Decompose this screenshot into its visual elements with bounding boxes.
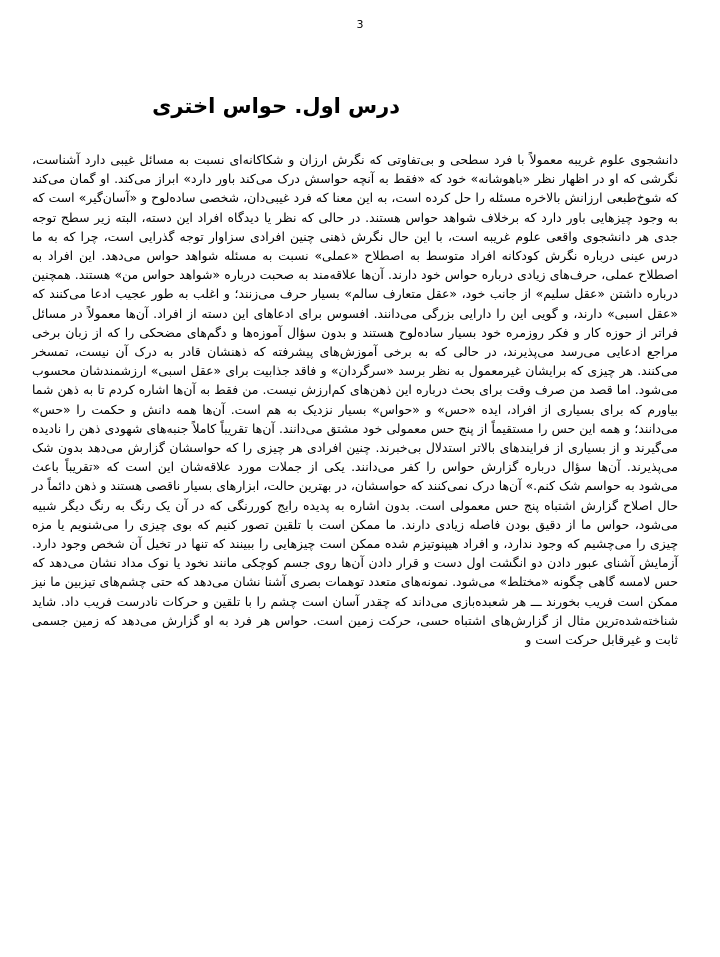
page-number: 3	[356, 18, 364, 31]
body-paragraph: دانشجوی علوم غریبه معمولاً با فرد سطحی و بی‌تفاوتی که نگرش ارزان و شکاکانه‌ای نسبت به مسائل غیبی دارد آشناست، نگرشی که او در اظهار نظر «باهوشانه» خود که «فقط به آنچه حواسش درک می‌کند باور دارد» ابراز می‌کند. او گمان می‌کند که شوخ‌طبعی ارزانش بالاخره مسئله را حل کرده است، به این معنا که فرد غیبی‌دان، شخصی ساده‌لوح و «آسان‌گیر» است که به وجود چیزهایی باور دارد که برخلاف شواهد حواس هستند. در حالی که نظر یا دیدگاه افراد این دسته، البته زیر سطح توجه جدی هر دانشجوی واقعی علوم غریبه است، با این حال نگرش ذهنی چنین افرادی سزاوار توجه گذرایی است، چرا که به ما درس عینی درباره نگرش کودکانه افراد متوسط به اصطلاح «عملی» نسبت به مسئله شواهد حواس می‌دهد. این افراد به اصطلاح عملی، حرف‌های زیادی درباره حواس خود دارند. آن‌ها علاقه‌مند به صحبت درباره «شواهد حواس من» هستند. همچنین درباره داشتن «عقل سلیم» از جانب خود، «عقل متعارف سالم» بسیار حرف می‌زنند؛ و اغلب به طور عجیب ادعا می‌کنند که «عقل اسبی» دارند، و گویی این را دارایی بزرگی می‌دانند. افسوس برای ادعاهای این دسته از افراد. آن‌ها معمولاً در مسائل فراتر از حوزه کار و فکر روزمره خود بسیار ساده‌لوح هستند و بدون سؤال آموزه‌ها و دگم‌های مضحکی را که از زبان برخی مراجع ادعایی می‌رسد می‌پذیرند، در حالی که به برخی آموزش‌های پیشرفته که ذهنشان قادر به درک آن نیست، تمسخر می‌کنند. هر چیزی که برایشان غیرمعمول به نظر برسد «سرگردان» و فاقد جذابیت برای «عقل اسبی» ارزشمندشان محسوب می‌شود. اما قصد من صرف وقت برای بحث درباره این ذهن‌های کم‌ارزش نیست. من فقط به آن‌ها اشاره کردم تا به ذهن شما بیاورم که برای بسیاری از افراد، ایده «حس» و «حواس» بسیار نزدیک به هم است. آن‌ها همه دانش و حکمت را «حس» می‌دانند؛ و همه این حس را مستقیماً از پنج حس معمولی خود مشتق می‌دانند. آن‌ها تقریباً کاملاً جنبه‌های شهودی ذهن را نادیده می‌گیرند و از بسیاری از فرایندهای بالاتر استدلال بی‌خبرند. چنین افرادی هر چیزی را که حواسشان گزارش می‌دهد بدون شک می‌پذیرند. آن‌ها سؤال درباره گزارش حواس را کفر می‌دانند. یکی از جملات مورد علاقه‌شان این است که «تقریباً باعث می‌شود به حواسم شک کنم.» آن‌ها درک نمی‌کنند که حواسشان، در بهترین حالت، ابزارهای بسیار ناقصی هستند و ذهن دائماً در حال اصلاح گزارش اشتباه پنج حس معمولی است. بدون اشاره به پدیده رایج کوررنگی که در آن یک رنگ به رنگ دیگر شبیه می‌شود، حواس ما از دقیق بودن فاصله زیادی دارند. ما ممکن است با تلقین تصور کنیم که بوی چیزی را می‌شنویم یا مزه چیزی را می‌چشیم که وجود ندارد، و افراد هیپنوتیزم شده ممکن است چیزهایی را ببینند که تنها در تخیل آن شخص وجود دارد. آزمایش آشنای عبور دادن دو انگشت اول دست و قرار دادن آن‌ها روی جسم کوچکی مانند نخود یا نوک مداد نشان می‌دهد که حس لامسه گاهی چگونه «مختلط» می‌شود. نمونه‌های متعدد توهمات بصری آشنا نشان می‌دهد که حتی چشم‌های تیزبین ما نیز ممکن است فریب بخورند ـــ هر شعبده‌بازی می‌داند که چقدر آسان است چشم را با تلقین و حرکات نادرست فریب داد. شاید شناخته‌شده‌ترین مثال از گزارش‌های اشتباه حسی، حرکت زمین است. حواس هر فرد به او گزارش می‌دهد که زمین جسمی ثابت و غیرقابل حرکت است و	[32, 152, 678, 648]
lesson-title: درس اول. حواس اختری	[152, 94, 400, 118]
